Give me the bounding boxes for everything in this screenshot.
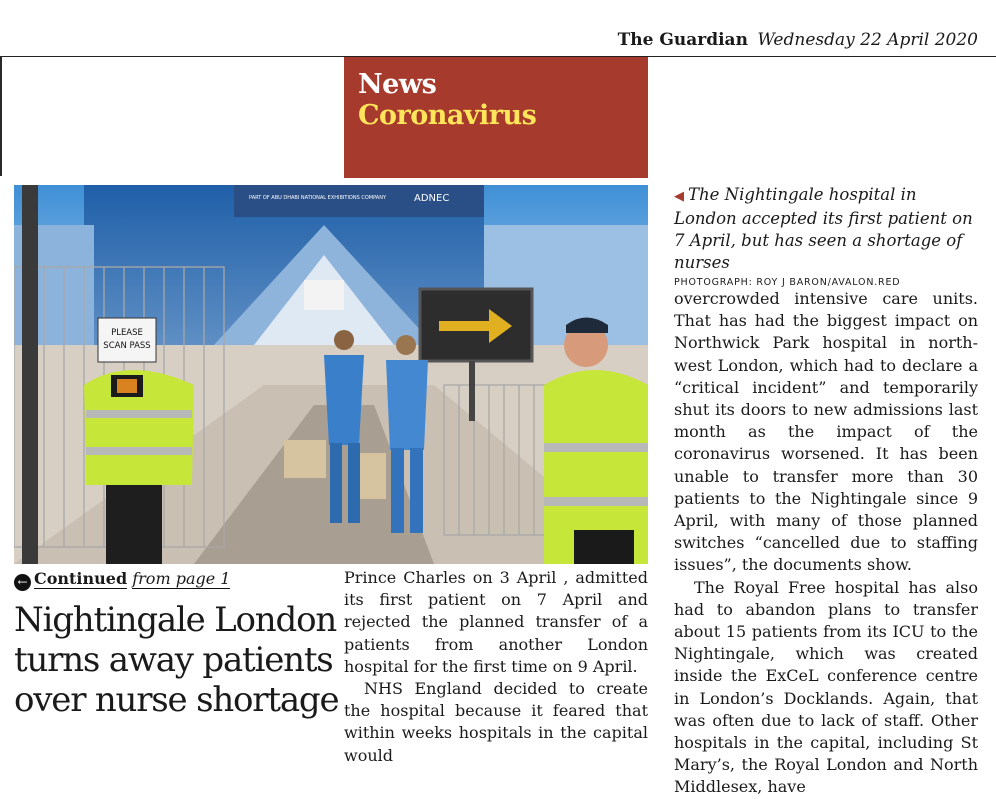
- masthead-brand: The Guardian: [617, 30, 748, 50]
- svg-text:PLEASE: PLEASE: [111, 328, 143, 338]
- continued-from: from page 1: [132, 569, 231, 588]
- svg-text:SCAN PASS: SCAN PASS: [103, 341, 151, 351]
- body-column-middle: [344, 567, 648, 767]
- section-label: News: [358, 69, 437, 100]
- caption-triangle-icon: ◀: [674, 189, 684, 204]
- section-sublabel: Coronavirus: [358, 100, 537, 131]
- headline: Nightingale London turns away patients over nurse shortage: [14, 600, 339, 720]
- photo-illustration: [14, 185, 648, 564]
- continued-label: Continued: [34, 569, 128, 588]
- masthead: [618, 30, 978, 50]
- news-photo: [14, 185, 648, 564]
- building-banner-logo: ADNEC: [414, 193, 450, 204]
- body-paragraph: overcrowded intensive care units. That has had the biggest impact on Northwick Park hospital in north-west London, which had to declare a “critical incident” and temporarily shut its doors to new admissions last month as the impact of the coronavirus worsened. It has been unable to transfer more than 30 patients to the Nightingale since 9 April, with many of those planned switches “cancelled due to staffing issues”, the documents show.: [674, 289, 978, 575]
- section-box: [344, 57, 648, 178]
- building-banner-small: PART OF ABU DHABI NATIONAL EXHIBITIONS COMPANY: [249, 195, 387, 201]
- left-rule: [0, 56, 2, 176]
- continued-link[interactable]: [14, 569, 334, 591]
- body-paragraph: The Royal Free hospital has also had to abandon plans to transfer about 15 patients from its ICU to the Nightingale, which was created inside the ExCeL conference centre in London’s Docklands. Again, that was often due to lack of staff. Other hospitals in the capital, including St Mary’s, the Royal London and North Middlesex, have: [674, 577, 978, 797]
- masthead-date: Wednesday 22 April 2020: [757, 30, 978, 50]
- body-paragraph: Prince Charles on 3 April , admitted its first patient on 7 April and rejected the planned transfer of a patients from another London hospital for the first time on 9 April.: [344, 568, 648, 676]
- photo-caption: [674, 184, 974, 288]
- body-paragraph: NHS England decided to create the hospital because it feared that within weeks hospitals in the capital would: [344, 679, 648, 765]
- photo-credit: PHOTOGRAPH: ROY J BARON/AVALON.RED: [674, 277, 901, 288]
- caption-text: The Nightingale hospital in London accepted its first patient on 7 April, but has seen a shortage of nurses: [674, 185, 973, 272]
- arrow-left-icon: ←: [14, 574, 31, 591]
- body-column-right: [674, 288, 978, 799]
- scan-pass-sign: [98, 318, 156, 362]
